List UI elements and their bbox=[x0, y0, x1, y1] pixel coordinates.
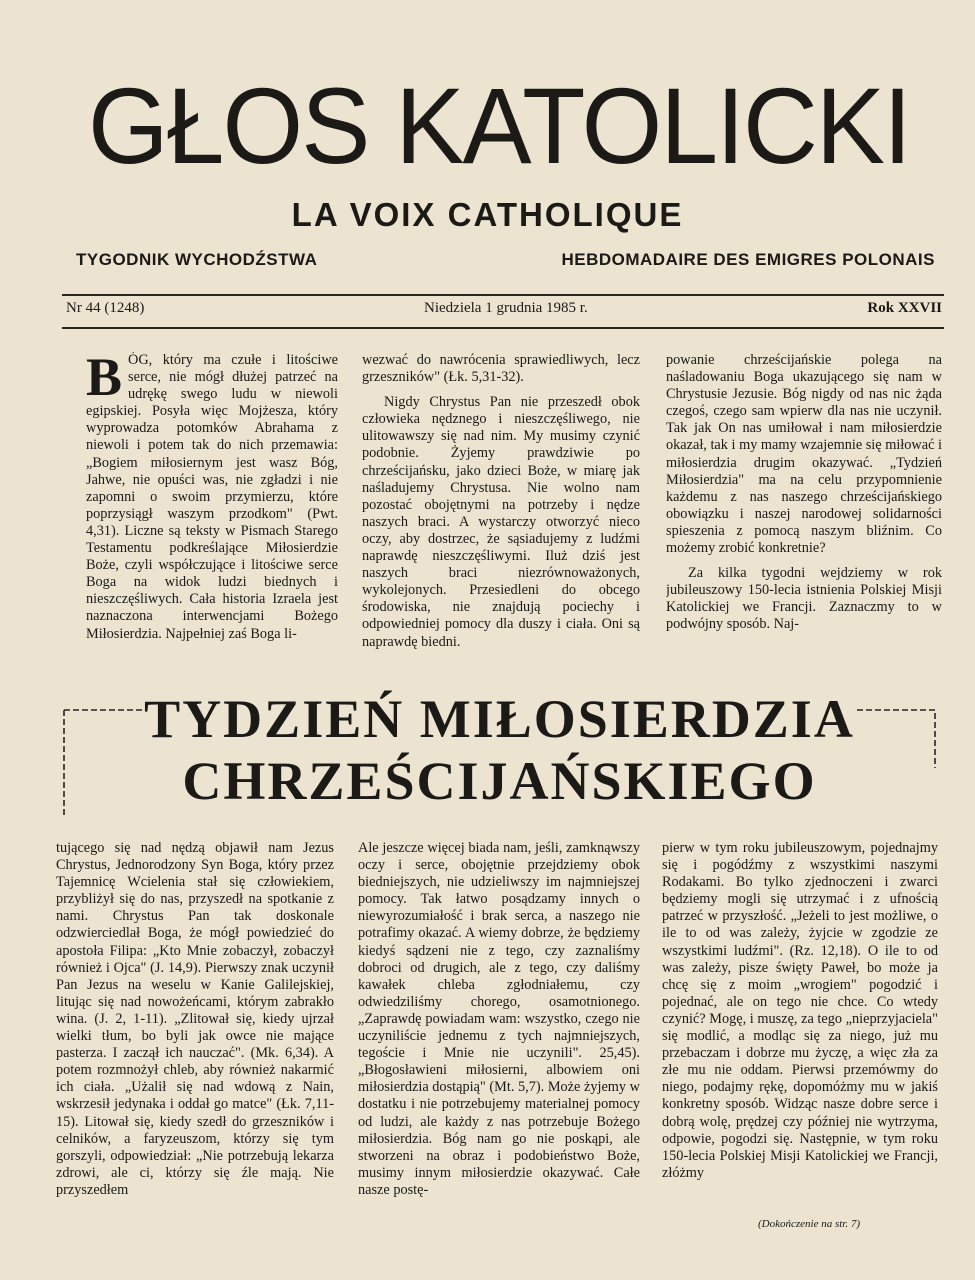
intro-col2-paragraph-1: wezwać do nawrócenia sprawiedliwych, lecz grzeszników" (Łk. 5,31-32). bbox=[362, 352, 640, 386]
newspaper-title: GŁOS KATOLICKI bbox=[88, 65, 911, 186]
headline-line-2: CHRZEŚCIJAŃSKIEGO bbox=[182, 751, 817, 811]
issue-number: Nr 44 (1248) bbox=[66, 300, 145, 316]
intro-col2-paragraph-2: Nigdy Chrystus Pan nie przeszedł obok człowieka nędznego i nieszczęśliwego, nie ulitowawszy się nad nim. My musimy czynić podobnie. Żyjemy prawdziwie po chrześcijańsku, jako dzieci Boże, w miarę jak naśladujemy Chrystusa. Nie wolno nam pozostać obojętnymi na potrzeby i nędze naszych braci. A wystarczy otworzyć nieco oczy, aby dostrzec, że sąsiadujemy z ludźmi naprawdę nieszczęśliwymi. Iluż dziś jest naszych braci niezrównoważonych, wykolejonych. Przesiedleni do obcego środowiska, nie znajdują pociechy i odpowiedniej pomocy dla duszy i ciała. Oni są naprawdę biedni. bbox=[362, 394, 640, 650]
issue-date: Niedziela 1 grudnia 1985 r. bbox=[424, 300, 588, 316]
drop-cap: B bbox=[86, 352, 123, 407]
headline-frame bbox=[62, 688, 937, 820]
tagline-french: HEBDOMADAIRE DES EMIGRES POLONAIS bbox=[561, 250, 935, 269]
intro-column-1 bbox=[86, 352, 338, 677]
intro-col3-paragraph-2: Za kilka tygodni wejdziemy w rok jubileuszowy 150-lecia istnienia Polskiej Misji Katolickiej we Francji. Zaznaczmy to w podwójny sposób. Naj- bbox=[666, 565, 942, 633]
headline-line-1: TYDZIEŃ MIŁOSIERDZIA bbox=[144, 689, 855, 749]
body-column-1 bbox=[56, 840, 334, 1240]
body-col3-text: pierw w tym roku jubileuszowym, pojednajmy się i pogódźmy z wszystkimi naszymi Rodakami. Bo tylko zjednoczeni i zwarci będziemy mogli się utrzymać i z ufnością patrzeć w przyszłość. „Jeżeli to jest możliwe, o ile to od was zależy, żyjcie w zgodzie ze wszystkimi ludźmi". (Rz. 12,18). O ile to od was zależy, pisze święty Paweł, bo może ja chcę się z moim „wrogiem" pogodzić i pojednać, ale on tego nie chce. Co wtedy czynić? Mogę, i muszę, za tego „nieprzyjaciela" się modlić, a modląc się za niego, już mu przebaczam i dobrze mu życzę, a więc zła za złe mu nie oddam. Pierwsi przemówmy do niego, podajmy rękę, dopomóżmy mu w jakiś konkretny sposób. Widząc nasze dobre serce i dobrą wolę, prędzej czy później nie wytrzyma, odpowie, pogodzi się. Następnie, w tym roku 150-lecia Polskiej Misji Katolickiej we Francji, złóżmy bbox=[662, 840, 938, 1181]
body-column-3 bbox=[662, 840, 938, 1215]
top-rule bbox=[62, 294, 944, 296]
intro-column-3 bbox=[666, 352, 942, 677]
tagline-polish: TYGODNIK WYCHODŹSTWA bbox=[76, 250, 318, 269]
bottom-rule bbox=[62, 327, 944, 329]
issue-year: Rok XXVII bbox=[867, 300, 942, 316]
newspaper-subtitle: LA VOIX CATHOLIQUE bbox=[291, 196, 684, 233]
continued-note: (Dokończenie na str. 7) bbox=[758, 1218, 861, 1230]
intro-col3-paragraph-1: powanie chrześcijańskie polega na naśladowaniu Boga ukazującego się nam w Chrystusie Jezusie. Bóg nigdy od nas nic żąda czegoś, czego sam wpierw dla nas nie uczynił. Tak jak On nas umiłował i nam miłosierdzie okazał, tak i my mamy wzajemnie się miłować i miłosierdzia drugim okazywać. „Tydzień Miłosierdzia" ma na celu przypomnienie każdemu z nas naszego chrześcijańskiego obowiązku i naszej narodowej solidarności spieszenia z pomocą naszym bliźnim. Co możemy zrobić konkretnie? bbox=[666, 352, 942, 557]
body-column-2 bbox=[358, 840, 640, 1240]
issue-info-line bbox=[66, 300, 942, 317]
body-col2-text: Ale jeszcze więcej biada nam, jeśli, zamknąwszy oczy i serce, obojętnie przejdziemy obok biedniejszych, nie udzieliwszy im najmniejszej pomocy. Tak łatwo posądzamy innych o niewyrozumiałość i brak serca, a naszego nie potrafimy okazać. A wiemy dobrze, że będziemy kiedyś sądzeni nie z tego, czy zaznaliśmy dobroci od drugich, ale z tego, czy daliśmy kawałek chleba zgłodniałemu, czy odwiedziliśmy chorego, osamotnionego. „Zaprawdę powiadam wam: wszystko, czego nie uczyniliście jednemu z tych najmniejszych, tegoście i Mnie nie uczynili". 25,45). „Błogosławieni miłosierni, albowiem oni miłosierdzia dostąpią" (Mt. 5,7). Może żyjemy w dostatku i nie potrzebujemy materialnej pomocy od ludzi, ale każdy z nas potrzebuje Bożego miłosierdzia. Bóg nam go nie poskąpi, ale stworzeni na obraz i podobieństwo Boże, musimy innym miłosierdzie okazywać. Całe nasze postę- bbox=[358, 840, 640, 1198]
intro-column-2 bbox=[362, 352, 640, 677]
intro-col1-text: ÓG, który ma czułe i litościwe serce, nie mógł dłużej patrzeć na udrękę swego ludu w niewoli egipskiej. Posyła więc Mojżesza, który wyprowadza potomków Abrahama z niewoli i potem tak do nich przemawia: „Bogiem miłosiernym jest wasz Bóg, Jahwe, nie opuści was, nie zgładzi i nie zapomni o swoim przymierzu, które poprzysiągł waszym przodkom" (Pwt. 4,31). Liczne są teksty w Pismach Starego Testamentu podkreślające Miłosierdzie Boże, czyli współczujące i litościwe serce Boga na widok ludzi biednych i nieszczęśliwych. Cała historia Izraela jest naznaczona interwencjami Bożego Miłosierdzia. Najpełniej zaś Boga li- bbox=[86, 352, 338, 642]
body-col1-text: tującego się nad nędzą objawił nam Jezus Chrystus, Jednorodzony Syn Boga, który przez Tajemnicę Wcielenia stał się człowiekiem, przybliżył się do nas, przyszedł na spotkanie z nami. Chrystus Pan tak doskonale odzwierciedlał Boga, że mógł powiedzieć do apostoła Filipa: „Kto Mnie zobaczył, zobaczył również i Ojca" (J. 14,9). Pierwszy znak uczynił Pan Jezus na weselu w Kanie Galilejskiej, litując się nad nowożeńcami, którym zabrakło wina. (J. 2, 1-11). „Zlitował się, kiedy ujrzał wielki tłum, bo byli jak owce nie mające pasterza. I zaczął ich nauczać". (Mk. 6,34). A potem rozmnożył chleb, aby również nakarmić ich ciała. „Użalił się nad wdową z Nain, wskrzesił jedynaka i oddał go matce" (Łk. 7,11-15). Litował się, kiedy szedł do grzeszników i celników, a faryzeuszom, którzy się tym gorszyli, odpowiedział: „Nie potrzebują lekarza zdrowi, ale ci, którzy się źle mają. Nie przyszedłem bbox=[56, 840, 334, 1198]
